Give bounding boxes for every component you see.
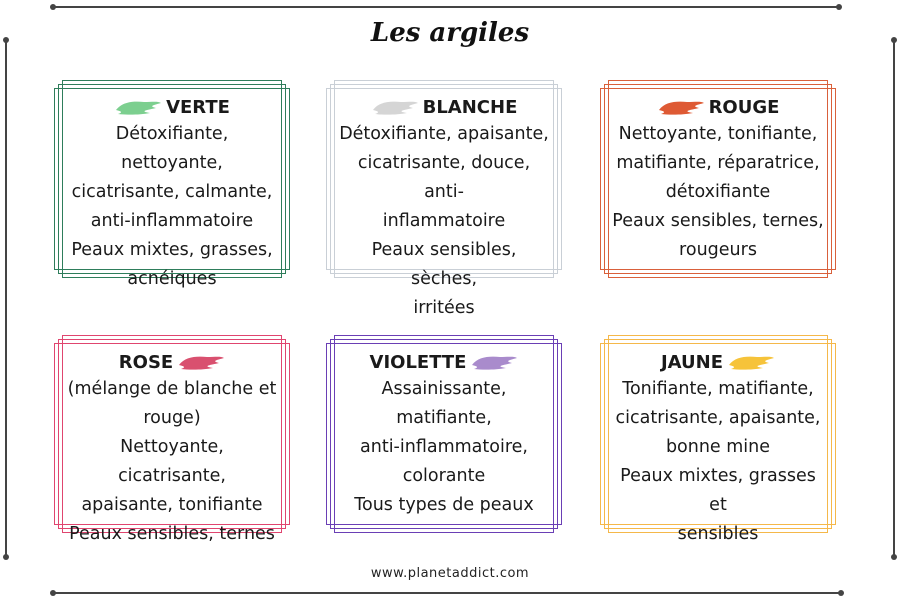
card-line: Détoxifiante, apaisante, — [339, 124, 549, 144]
card-header — [336, 349, 552, 375]
card-header — [64, 349, 280, 375]
card-line: cicatrisante, douce, anti- — [357, 153, 531, 202]
paint-stroke-icon — [371, 96, 419, 118]
website-footer: www.planetaddict.com — [370, 566, 530, 581]
card-line: Assainissante, matifiante, — [381, 379, 507, 428]
clay-name: JAUNE — [660, 351, 724, 373]
card-content — [336, 94, 552, 323]
left-rule — [5, 40, 7, 558]
card-line: bonne mine — [665, 437, 771, 457]
card-line: Peaux mixtes, grasses et — [620, 466, 816, 515]
clay-card-rose — [54, 335, 290, 544]
card-header — [336, 94, 552, 120]
card-line: rougeurs — [679, 240, 757, 260]
card-line: Nettoyante, tonifiante, — [618, 124, 818, 144]
card-line: Peaux mixtes, grasses, — [71, 240, 273, 260]
card-line: rouge) — [143, 408, 201, 428]
card-header — [610, 94, 826, 120]
card-content — [64, 94, 280, 294]
clay-name: BLANCHE — [422, 96, 518, 118]
paint-stroke-icon — [114, 96, 162, 118]
card-line: anti-inflammatoire — [90, 211, 254, 231]
bottom-rule — [52, 592, 842, 594]
top-rule — [52, 6, 840, 8]
paint-stroke-icon — [727, 351, 775, 373]
clay-card-verte — [54, 80, 290, 289]
card-line: Nettoyante, cicatrisante, — [118, 437, 226, 486]
card-line: sensibles — [677, 524, 759, 544]
card-line: Peaux sensibles, sèches, — [371, 240, 517, 289]
paint-stroke-icon — [470, 351, 518, 373]
card-line: cicatrisante, apaisante, — [615, 408, 821, 428]
card-content — [336, 349, 552, 520]
card-header — [610, 349, 826, 375]
card-line: Peaux sensibles, ternes, — [612, 211, 824, 231]
card-line: détoxifiante — [665, 182, 771, 202]
clay-card-blanche — [326, 80, 562, 318]
clay-card-rouge — [600, 80, 836, 278]
clay-name: ROUGE — [708, 96, 780, 118]
clay-card-jaune — [600, 335, 836, 544]
card-content — [610, 94, 826, 265]
card-line: Peaux sensibles, ternes — [69, 524, 275, 544]
bottom-rule-dot-left — [50, 590, 56, 596]
card-line: cicatrisante, calmante, — [71, 182, 273, 202]
card-line: Tous types de peaux — [354, 495, 534, 515]
clay-name: ROSE — [118, 351, 174, 373]
card-content — [64, 349, 280, 549]
card-line: irritées — [413, 298, 475, 318]
right-rule-dot-bottom — [891, 554, 897, 560]
left-rule-dot-bottom — [3, 554, 9, 560]
card-line: (mélange de blanche et — [67, 379, 277, 399]
card-line: colorante — [402, 466, 486, 486]
page-title: Les argiles — [370, 18, 530, 48]
clay-name: VERTE — [166, 96, 230, 118]
bottom-rule-dot-right — [838, 590, 844, 596]
top-rule-dot-right — [836, 4, 842, 10]
paint-stroke-icon — [657, 96, 705, 118]
card-line: apaisante, tonifiante — [81, 495, 263, 515]
card-line: anti-inflammatoire, — [360, 437, 528, 457]
card-line: matifiante, réparatrice, — [616, 153, 820, 173]
clay-name: VIOLETTE — [369, 351, 467, 373]
clay-card-violette — [326, 335, 562, 533]
card-line: Détoxifiante, nettoyante, — [115, 124, 229, 173]
top-rule-dot-left — [50, 4, 56, 10]
card-line: inflammatoire — [382, 211, 506, 231]
card-content — [610, 349, 826, 549]
card-line: Tonifiante, matifiante, — [622, 379, 814, 399]
card-line: acnéiques — [127, 269, 217, 289]
paint-stroke-icon — [177, 351, 225, 373]
right-rule — [893, 40, 895, 558]
card-header — [64, 94, 280, 120]
